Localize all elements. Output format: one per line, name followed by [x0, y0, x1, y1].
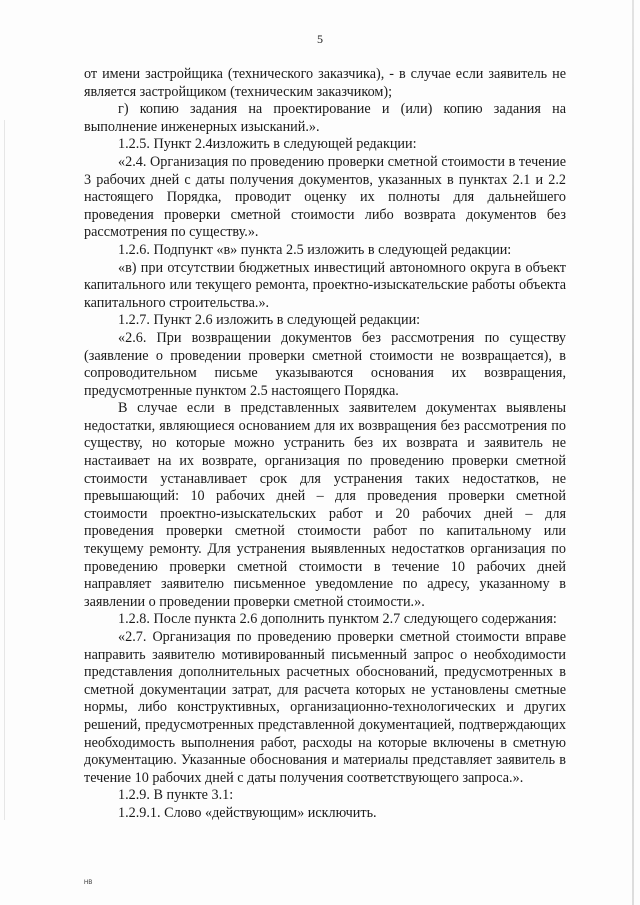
paragraph: В случае если в представленных заявителем документах выявлены недостатки, являющиеся основанием для их возвращения без рассмотрения по существу, но которые можно устранить без их возврата и заявитель не настаивает на их возврате, организация по проведению проверки сметной стоимости устанавливает срок для устранения таких недостатков, не превышающий: 10 рабочих дней – для проведения проверки сметной стоимости проектно-изыскательских работ и 20 рабочих дней – для проведения проверки сметной стоимости работ по капитальному или текущему ремонту. Для устранения выявленных недостатков организация по проведению проверки сметной стоимости в течение 10 рабочих дней направляет заявителю письменное уведомление по адресу, указанному в заявлении о проведении проверки сметной стоимости.».	[84, 400, 566, 610]
paragraph: 1.2.5. Пункт 2.4изложить в следующей редакции:	[118, 136, 417, 153]
scan-edge-left	[4, 120, 5, 820]
scan-edge-right	[632, 0, 634, 905]
paragraph: г) копию задания на проектирование и (или) копию задания на выполнение инженерных изысканий.».	[84, 101, 566, 135]
footer-mark: HB	[84, 880, 93, 886]
paragraph: от имени застройщика (технического заказчика), - в случае если заявитель не является застройщиком (техническим заказчиком);	[84, 66, 566, 100]
paragraph: 1.2.9.1. Слово «действующим» исключить.	[118, 804, 377, 821]
document-body	[84, 66, 566, 823]
paragraph: «2.6. При возвращении документов без рассмотрения по существу (заявление о проведении проверки сметной стоимости не возвращается), в сопроводительном письме указываются основания их возвращения, предусмотренные пунктом 2.5 настоящего Порядка.	[84, 329, 566, 399]
paragraph: 1.2.6. Подпункт «в» пункта 2.5 изложить в следующей редакции:	[118, 241, 512, 258]
paragraph: «в) при отсутствии бюджетных инвестиций автономного округа в объект капитального или текущего ремонта, проектно-изыскательские работы объекта капитального строительства.».	[84, 259, 566, 311]
paragraph: 1.2.7. Пункт 2.6 изложить в следующей редакции:	[118, 312, 421, 329]
paragraph: «2.7. Организация по проведению проверки сметной стоимости вправе направить заявителю мотивированный письменный запрос о необходимости представления дополнительных расчетных обоснований, предусмотренных в сметной документации затрат, для расчета которых не установлены сметные нормы, либо конструктивных, организационно-технологических и других решений, предусмотренных представленной документацией, подтверждающих необходимость выполнения работ, расходы на которые включены в сметную документацию. Указанные обоснования и материалы представляет заявитель в течение 10 рабочих дней с даты получения соответствующего запроса.».	[84, 629, 566, 786]
paragraph: 1.2.8. После пункта 2.6 дополнить пунктом 2.7 следующего содержания:	[118, 611, 557, 628]
paragraph: «2.4. Организация по проведению проверки сметной стоимости в течение 3 рабочих дней с даты получения документов, указанных в пунктах 2.1 и 2.2 настоящего Порядка, проводит оценку их полноты для дальнейшего проведения проверки сметной стоимости либо возврата документов без рассмотрения по существу.».	[84, 153, 566, 241]
page-number: 5	[317, 32, 323, 46]
paragraph: 1.2.9. В пункте 3.1:	[118, 787, 234, 804]
